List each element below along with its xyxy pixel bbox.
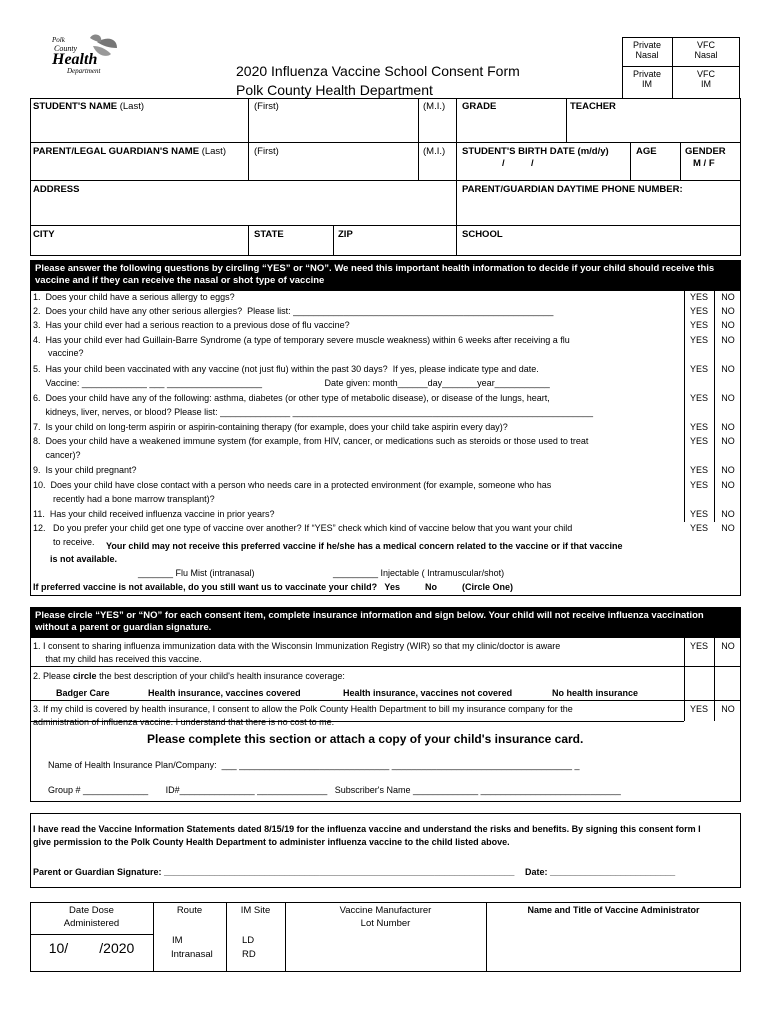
answer-yes[interactable]: YES: [689, 393, 708, 403]
vfc-nasal[interactable]: VFC Nasal: [694, 40, 718, 60]
answer-no[interactable]: NO: [721, 465, 735, 475]
consent-3b: administration of influenza vaccine. I understand that there is no cost to me.: [33, 717, 335, 727]
question-1: 1. Does your child have a serious allergy to eggs?: [33, 292, 235, 302]
no-insurance[interactable]: No health insurance: [552, 688, 639, 698]
private-nasal[interactable]: Private Nasal: [632, 40, 661, 60]
preferred-unavailable-question[interactable]: If preferred vaccine is not available, do you still want us to vaccinate your child? Yes No (Circle One): [33, 582, 513, 592]
lot-number-header: Lot Number: [360, 918, 411, 929]
state-field[interactable]: STATE: [254, 229, 284, 240]
date-dose-header: Date Dose: [69, 905, 114, 916]
parent-first-field[interactable]: (First): [254, 146, 279, 157]
student-name-field[interactable]: STUDENT'S NAME (Last): [33, 101, 145, 112]
question-9: kidneys, liver, nerves, or blood? Please list: ______________ ____________________________________________________________: [33, 407, 593, 417]
consent-2: 2. Please circle the best description of your child's health insurance coverage:: [33, 671, 345, 681]
mi-field[interactable]: (M.I.): [423, 101, 446, 112]
answer-yes[interactable]: YES: [689, 480, 708, 490]
route-header: Route: [176, 905, 203, 916]
answer-no[interactable]: NO: [721, 364, 735, 374]
question-6: 5. Has your child been vaccinated with any vaccine (not just flu) within the past 30 days? If yes, please indicate type and date.: [33, 364, 539, 374]
consent-3-no[interactable]: NO: [721, 704, 735, 714]
answer-yes[interactable]: YES: [689, 292, 708, 302]
insurance-not-covered[interactable]: Health insurance, vaccines not covered: [343, 688, 513, 698]
form-title: 2020 Influenza Vaccine School Consent Form: [236, 63, 520, 79]
im-site-header: IM Site: [240, 905, 271, 916]
answer-no[interactable]: NO: [721, 436, 735, 446]
health-questions-header: Please answer the following questions by circling “YES” or “NO”. We need this important health information to decide if your child should receive this vaccine and if they can receive the nasal or shot type of vaccine: [30, 260, 741, 290]
question-10: 7. Is your child on long-term aspirin or aspirin-containing therapy (for example, does your child take aspirin every day)?: [33, 422, 508, 432]
student-info-grid: [30, 98, 741, 256]
question-5: vaccine?: [33, 348, 84, 358]
answer-no[interactable]: NO: [721, 320, 735, 330]
birth-date-slashes: / /: [502, 158, 534, 169]
q12-warning-2: is not available.: [50, 554, 118, 564]
question-7: Vaccine: _____________ ___ ___________________ Date given: month______day_______year___________: [33, 378, 550, 388]
teacher-field[interactable]: TEACHER: [570, 101, 616, 112]
logo-department: Department: [67, 67, 101, 75]
answer-no[interactable]: NO: [721, 523, 735, 533]
answer-no[interactable]: NO: [721, 292, 735, 302]
logo-county: County: [54, 44, 78, 53]
answer-yes[interactable]: YES: [689, 422, 708, 432]
question-17: 12. Do you prefer your child get one type of vaccine over another? If “YES” check which kind of vaccine below that you want your child: [33, 523, 573, 533]
group-id-subscriber-field[interactable]: Group # _____________ ID#_______________ ______________ Subscriber's Name _____________ ____________________________: [48, 785, 621, 795]
signature-field[interactable]: Parent or Guardian Signature: ______________________________________________________________________: [33, 867, 515, 877]
question-3: 3. Has your child ever had a serious reaction to a previous dose of flu vaccine?: [33, 320, 350, 330]
route-intranasal[interactable]: Intranasal: [171, 949, 213, 960]
q12-warning: Your child may not receive this preferred vaccine if he/she has a medical concern related to the vaccine or if that vaccine: [106, 541, 623, 551]
age-field[interactable]: AGE: [636, 146, 657, 157]
school-field[interactable]: SCHOOL: [462, 229, 503, 240]
vis-statement-2: give permission to the Polk County Health Department to administer influenza vaccine to the child listed above.: [33, 837, 510, 847]
logo-polk: Polk: [52, 36, 65, 44]
zip-field[interactable]: ZIP: [338, 229, 353, 240]
answer-yes[interactable]: YES: [689, 465, 708, 475]
question-16: 11. Has your child received influenza vaccine in prior years?: [33, 509, 275, 519]
consent-1: 1. I consent to sharing influenza immunization data with the Wisconsin Immunization Registry (WIR) so that my clinic/doctor is aware: [33, 641, 561, 651]
answer-yes[interactable]: YES: [689, 335, 708, 345]
health-department-logo: [45, 34, 125, 78]
question-2: 2. Does your child have any other serious allergies? Please list: ____________________________________________________: [33, 306, 554, 316]
date-administered-value[interactable]: 10/ /2020: [48, 940, 135, 956]
route-im[interactable]: IM: [172, 935, 183, 946]
question-18: to receive.: [33, 537, 95, 547]
consent-1-no[interactable]: NO: [721, 641, 735, 651]
insurance-badger-care[interactable]: Badger Care: [56, 688, 110, 698]
question-8: 6. Does your child have any of the following: asthma, diabetes (or other type of metabolic disease), or disease of the lungs, heart,: [33, 393, 550, 403]
consent-3-yes[interactable]: YES: [689, 704, 708, 714]
vis-statement-1: I have read the Vaccine Information Statements dated 8/15/19 for the influenza vaccine and understand the risks and benefits. By signing this consent form I: [33, 824, 701, 834]
answer-yes[interactable]: YES: [689, 364, 708, 374]
grade-field[interactable]: GRADE: [462, 101, 497, 112]
answer-no[interactable]: NO: [721, 422, 735, 432]
answer-yes[interactable]: YES: [689, 320, 708, 330]
answer-no[interactable]: NO: [721, 480, 735, 490]
question-11: 8. Does your child have a weakened immune system (for example, from HIV, cancer, or medications such as steroids or those used to treat: [33, 436, 589, 446]
first-name-field[interactable]: (First): [254, 101, 279, 112]
logo-health: Health: [52, 51, 98, 68]
answer-no[interactable]: NO: [721, 393, 735, 403]
consent-3: 3. If my child is covered by health insurance, I consent to allow the Polk County Health Department to bill my insurance company for the: [33, 704, 573, 714]
city-field[interactable]: CITY: [33, 229, 55, 240]
answer-yes[interactable]: YES: [689, 306, 708, 316]
consent-1-yes[interactable]: YES: [689, 641, 708, 651]
question-4: 4. Has your child ever had Guillain-Barre Syndrome (a type of temporary severe muscle weakness) within 6 weeks after receiving a flu: [33, 335, 570, 345]
birth-date-field[interactable]: STUDENT'S BIRTH DATE (m/d/y): [462, 146, 609, 157]
gender-options[interactable]: M / F: [693, 158, 715, 169]
question-12: cancer)?: [33, 450, 81, 460]
insurance-plan-field[interactable]: Name of Health Insurance Plan/Company: ___ ______________________________ ____________________________________ _: [48, 760, 580, 770]
site-ld[interactable]: LD: [242, 935, 255, 946]
question-15: recently had a bone marrow transplant)?: [33, 494, 215, 504]
insurance-covered[interactable]: Health insurance, vaccines covered: [148, 688, 301, 698]
signature-date-field[interactable]: Date: _________________________: [525, 867, 676, 877]
form-subtitle: Polk County Health Department: [236, 82, 433, 98]
insurance-card-instruction: Please complete this section or attach a copy of your child's insurance card.: [147, 732, 584, 746]
vfc-im[interactable]: VFC IM: [697, 69, 715, 89]
injectable-option[interactable]: _________ Injectable ( Intramuscular/shot): [333, 568, 505, 578]
parent-mi-field[interactable]: (M.I.): [423, 146, 446, 157]
answer-no[interactable]: NO: [721, 509, 735, 519]
answer-yes[interactable]: YES: [689, 509, 708, 519]
answer-yes[interactable]: YES: [689, 436, 708, 446]
date-dose-header-2: Administered: [63, 918, 120, 929]
answer-no[interactable]: NO: [721, 306, 735, 316]
consent-1b: that my child has received this vaccine.: [33, 654, 202, 664]
answer-no[interactable]: NO: [721, 335, 735, 345]
flu-mist-option[interactable]: _______ Flu Mist (intranasal): [138, 568, 255, 578]
question-14: 10. Does your child have close contact with a person who needs care in a protected environment (for example, someone who has: [33, 480, 552, 490]
question-13: 9. Is your child pregnant?: [33, 465, 137, 475]
site-rd[interactable]: RD: [242, 949, 256, 960]
phone-field[interactable]: PARENT/GUARDIAN DAYTIME PHONE NUMBER:: [462, 184, 683, 195]
manufacturer-header: Vaccine Manufacturer: [339, 905, 432, 916]
consent-header: Please circle “YES” or “NO” for each consent item, complete insurance information and sign below. Your child will not receive influenza vaccination without a parent or guardian signature.: [30, 607, 741, 637]
parent-name-field[interactable]: PARENT/LEGAL GUARDIAN'S NAME (Last): [33, 146, 226, 157]
administrator-header: Name and Title of Vaccine Administrator: [527, 905, 700, 915]
address-field[interactable]: ADDRESS: [33, 184, 80, 195]
gender-field[interactable]: GENDER: [685, 146, 726, 157]
answer-yes[interactable]: YES: [689, 523, 708, 533]
private-im[interactable]: Private IM: [632, 69, 661, 89]
